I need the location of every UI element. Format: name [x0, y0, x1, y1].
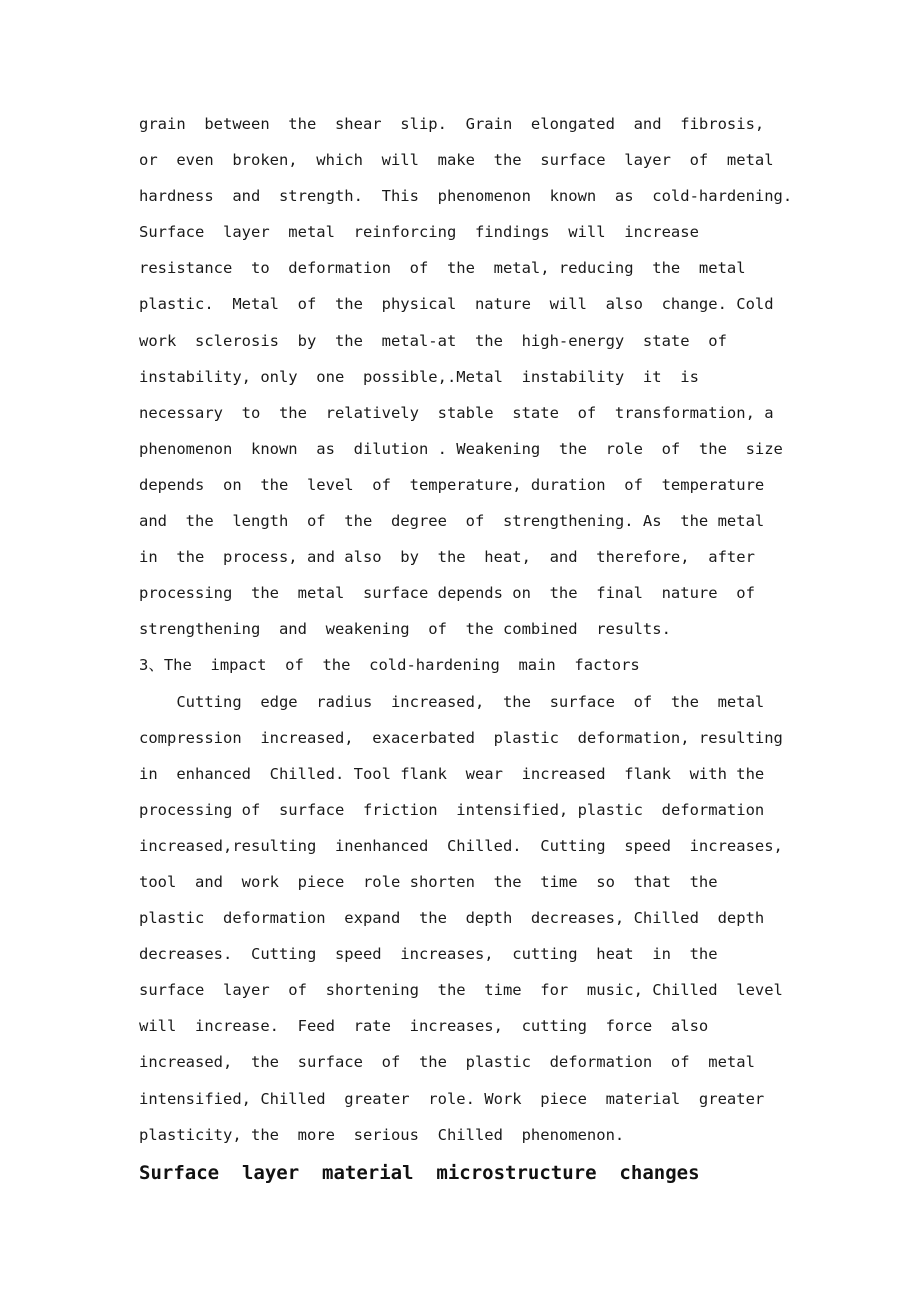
text-line: in enhanced Chilled. Tool flank wear increased flank with the	[139, 764, 765, 783]
text-line: strengthening and weakening of the combined results.	[139, 620, 671, 639]
text-line: increased, the surface of the plastic deformation of metal	[139, 1053, 755, 1072]
text-line: phenomenon known as dilution . Weakening the role of the size	[139, 439, 783, 458]
text-line: compression increased, exacerbated plastic deformation, resulting	[139, 728, 783, 747]
text-line: Cutting edge radius increased, the surface of the metal	[139, 692, 765, 711]
text-line: plasticity, the more serious Chilled phenomenon.	[139, 1125, 625, 1144]
text-line: surface layer of shortening the time for music, Chilled level	[139, 981, 783, 1000]
text-line: resistance to deformation of the metal, reducing the metal	[139, 259, 746, 278]
text-line: decreases. Cutting speed increases, cutting heat in the	[139, 945, 718, 964]
text-line: processing of surface friction intensified, plastic deformation	[139, 800, 765, 819]
text-line: or even broken, which will make the surface layer of metal	[139, 151, 774, 170]
section-subheading: 3、The impact of the cold-hardening main factors	[139, 656, 640, 675]
text-line: plastic. Metal of the physical nature will also change. Cold	[139, 295, 774, 314]
section-heading: Surface layer material microstructure changes	[139, 1162, 700, 1184]
text-line: will increase. Feed rate increases, cutting force also	[139, 1017, 709, 1036]
text-line: hardness and strength. This phenomenon known as cold-hardening.	[139, 187, 793, 206]
text-line: increased,resulting inenhanced Chilled. Cutting speed increases,	[139, 836, 783, 855]
text-line: necessary to the relatively stable state of transformation, a	[139, 403, 774, 422]
text-line: plastic deformation expand the depth decreases, Chilled depth	[139, 909, 765, 928]
text-line: processing the metal surface depends on the final nature of	[139, 584, 755, 603]
text-line: depends on the level of temperature, duration of temperature	[139, 475, 765, 494]
body-text	[139, 112, 799, 1159]
text-line: work sclerosis by the metal-at the high-energy state of	[139, 331, 727, 350]
text-line: instability, only one possible,.Metal instability it is	[139, 367, 699, 386]
text-line: grain between the shear slip. Grain elongated and fibrosis,	[139, 115, 765, 133]
text-line: intensified, Chilled greater role. Work piece material greater	[139, 1089, 765, 1108]
text-line: Surface layer metal reinforcing findings will increase	[139, 223, 699, 242]
text-line: in the process, and also by the heat, and therefore, after	[139, 548, 755, 567]
text-line: and the length of the degree of strengthening. As the metal	[139, 512, 765, 531]
text-line: tool and work piece role shorten the time so that the	[139, 872, 718, 891]
